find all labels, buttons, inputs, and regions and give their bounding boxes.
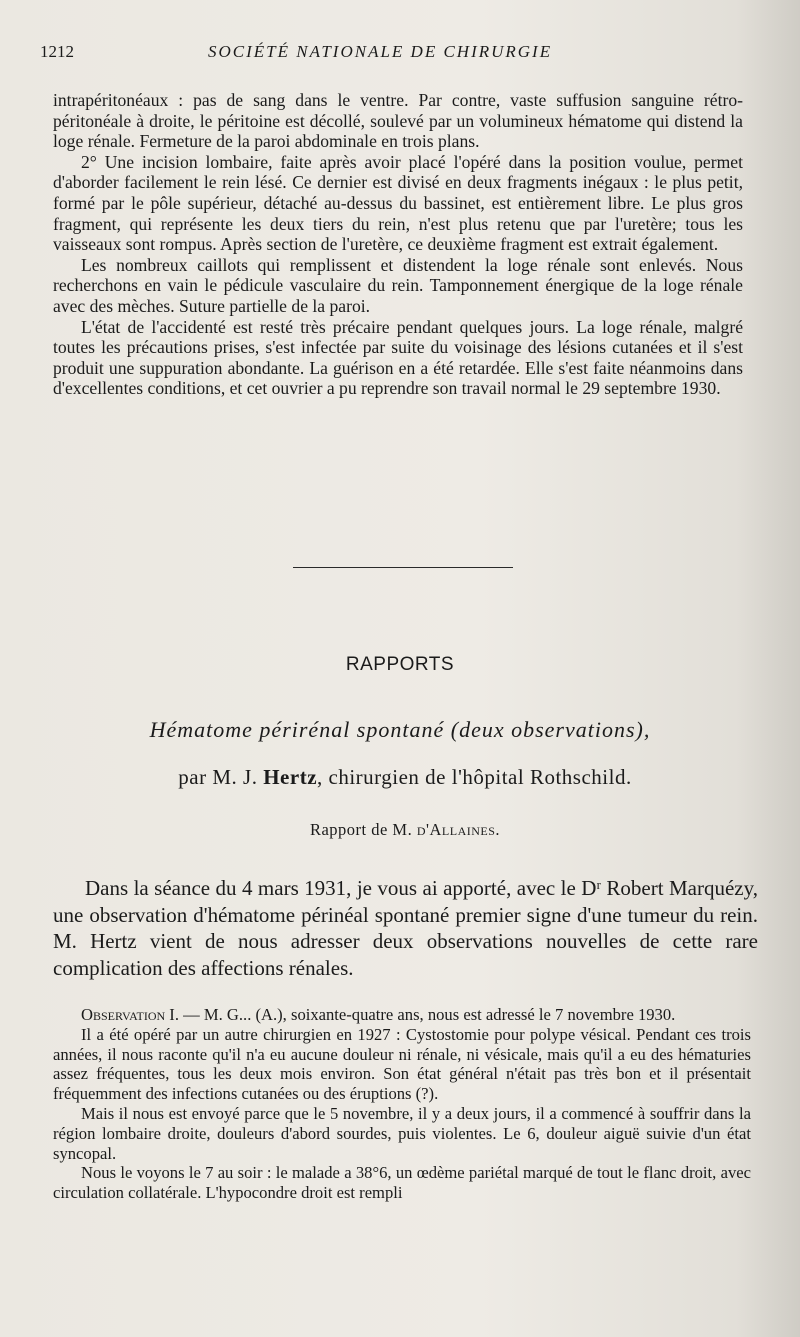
observation-intro: — M. G... (A.), soixante-quatre ans, nous est adressé le 7 novembre 1930. [178, 1005, 676, 1024]
paragraph: Mais il nous est envoyé parce que le 5 novembre, il y a deux jours, il a commencé à souffrir dans la région lombaire droite, douleurs d'abord sourdes, puis violentes. Le 6, douleur aiguë suivie d'un état syncopal. [53, 1103, 751, 1163]
paragraph: Dans la séance du 4 mars 1931, je vous ai apporté, avec le Dʳ Robert Marquézy, une observation d'hématome périnéal spontané premier signe d'une tumeur du rein. M. Hertz vient de nous adresser deux observations nouvelles de cette rare complication des affections rénales. [53, 876, 758, 980]
paragraph: Les nombreux caillots qui remplissent et distendent la loge rénale sont enlevés. Nous recherchons en vain le pédicule vasculaire du rein. Tamponnement énergique de la loge rénale avec des mèches. Suture partielle de la paroi. [53, 254, 743, 316]
section-divider [293, 567, 513, 568]
paragraph [53, 1005, 751, 1025]
journal-title: SOCIÉTÉ NATIONALE DE CHIRURGIE [208, 42, 553, 61]
paragraph: Il a été opéré par un autre chirurgien en 1927 : Cystostomie pour polype vésical. Pendant ces trois années, il nous raconte qu'il n'a eu aucune douleur ni rénale, ni vésicale, mais qu'il a eu des hématuries assez fréquentes, tous les deux mois environ. Son état général n'était pas très bon et il présentait fréquemment des infections cutanées ou des éruptions (?). [53, 1024, 751, 1104]
paragraph: Nous le voyons le 7 au soir : le malade a 38°6, un œdème pariétal marqué de tout le flanc droit, avec circulation collatérale. L'hypocondre droit est rempli [53, 1163, 751, 1203]
byline [0, 765, 800, 790]
rapporteur-line [0, 820, 800, 840]
lead-text [53, 875, 758, 981]
byline-prefix: par M. J. [178, 765, 258, 789]
rapporteur-prefix: Rapport de M. [309, 820, 413, 839]
running-header [40, 42, 760, 68]
section-title: RAPPORTS [345, 654, 455, 675]
observation-text [53, 1005, 751, 1203]
rapporteur-name: d'Allaines. [416, 820, 501, 839]
page-number: 1212 [40, 42, 74, 61]
paragraph: L'état de l'accidenté est resté très précaire pendant quelques jours. La loge rénale, malgré toutes les précautions prises, s'est infectée par suite du voisinage des lésions cutanées et il s'est produit une suppuration abondante. La guérison en a été retardée. Elle s'est faite néanmoins dans d'excellentes conditions, et cet ouvrier a pu reprendre son travail normal le 29 septembre 1930. [53, 316, 743, 399]
byline-author: Hertz [263, 765, 318, 789]
article-title: Hématome périrénal spontané (deux observations), [149, 717, 651, 742]
observation-heading: Observation I. [81, 1005, 179, 1024]
paragraph: 2° Une incision lombaire, faite après avoir placé l'opéré dans la position voulue, permet d'aborder facilement le rein lésé. Ce dernier est divisé en deux fragments inégaux : le plus petit, formé par le pôle supérieur, détaché au-dessus du bassinet, est entièrement libre. Le plus gros fragment, qui représente les deux tiers du rein, n'est plus retenu que par l'uretère; tous les vaisseaux sont rompus. Après section de l'uretère, ce deuxième fragment est extrait également. [53, 151, 743, 255]
continued-text [53, 90, 743, 399]
byline-suffix: , chirurgien de l'hôpital Rothschild. [317, 765, 632, 789]
paragraph: intrapéritonéaux : pas de sang dans le ventre. Par contre, vaste suffusion sanguine rétro-péritonéale à droite, le péritoine est décollé, soulevé par un volumineux hématome qui distend la loge rénale. Fermeture de la paroi abdominale en trois plans. [53, 90, 743, 152]
